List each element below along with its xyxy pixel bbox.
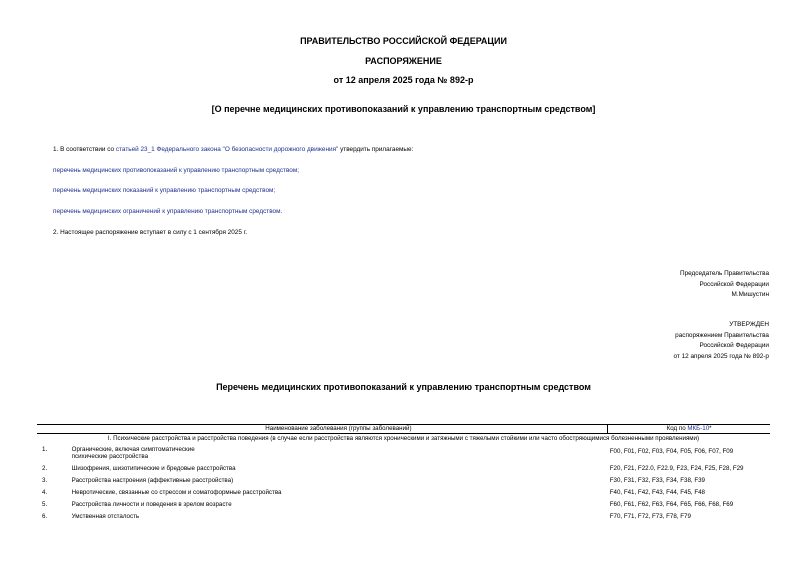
row-number: 4. <box>42 488 48 496</box>
column-header-name: Наименование заболевания (группы заболеваний) <box>70 425 608 434</box>
federal-law-link[interactable]: статьей 23_1 Федерального закона "О безопасности дорожного движения" <box>115 146 339 153</box>
row-number: 2. <box>42 464 48 472</box>
row-name: Расстройства настроения (аффективные расстройства) <box>71 476 234 484</box>
signature-country: Российской Федерации <box>699 280 769 288</box>
row-code: F00, F01, F02, F03, F04, F05, F06, F07, F09 <box>609 447 734 455</box>
section-row <box>37 434 770 446</box>
document-type: РАСПОРЯЖЕНИЕ <box>365 56 442 66</box>
contraindications-table <box>37 424 770 522</box>
row-code: F60, F61, F62, F63, F64, F65, F66, F68, F69 <box>609 500 734 508</box>
row-name: Шизофрения, шизотипические и бредовые расстройства <box>71 464 236 472</box>
signature-name: М.Мишустин <box>731 291 769 298</box>
table-header <box>37 425 770 434</box>
government-heading: ПРАВИТЕЛЬСТВО РОССИЙСКОЙ ФЕДЕРАЦИИ <box>300 36 507 46</box>
row-name: Невротические, связанные со стрессом и соматоформные расстройства <box>71 488 282 496</box>
row-code: F70, F71, F72, F73, F78, F79 <box>609 512 691 520</box>
table-row <box>37 486 770 498</box>
row-number: 1. <box>42 445 48 453</box>
paragraph-1 <box>53 146 413 153</box>
table-row <box>37 461 770 474</box>
row-number: 5. <box>42 500 48 508</box>
table-row <box>37 498 770 510</box>
approval-date: от 12 апреля 2025 года № 892-р <box>673 352 769 360</box>
row-code: F40, F41, F42, F43, F44, F45, F48 <box>609 488 705 496</box>
section-title: I. Психические расстройства и расстройства поведения (в случае если расстройства являются хроническими и затяжными с тяжелыми стойкими или часто обостряющимися болезненными проявлениями) <box>107 435 700 442</box>
signature-position: Председатель Правительства <box>680 270 769 277</box>
table-row <box>37 510 770 522</box>
paragraph-1-prefix: 1. В соответствии со <box>53 146 116 153</box>
paragraph-2: 2. Настоящее распоряжение вступает в силу с 1 сентября 2025 г. <box>53 229 247 236</box>
approval-word: УТВЕРЖДЕН <box>729 321 769 328</box>
row-code: F30, F31, F32, F33, F34, F38, F39 <box>609 476 705 484</box>
list-title: Перечень медицинских противопоказаний к управлению транспортным средством <box>216 382 591 392</box>
table-row <box>37 474 770 486</box>
column-header-code: Код по МКБ-10* <box>608 425 770 434</box>
row-name: Умственная отсталость <box>71 512 140 520</box>
row-number: 3. <box>42 476 48 484</box>
indications-list-link[interactable]: перечень медицинских показаний к управлению транспортным средством; <box>53 187 276 194</box>
row-name: Расстройства личности и поведения в зрелом возрасте <box>71 500 232 508</box>
approval-country: Российской Федерации <box>699 342 769 349</box>
paragraph-1-suffix: утвердить прилагаемые: <box>338 146 414 153</box>
approval-by: распоряжением Правительства <box>675 331 769 339</box>
row-number: 6. <box>42 512 48 520</box>
document-date-number: от 12 апреля 2025 года № 892-р <box>333 75 474 85</box>
contraindications-list-link[interactable]: перечень медицинских противопоказаний к управлению транспортным средством; <box>53 167 299 174</box>
document-title: [О перечне медицинских противопоказаний к управлению транспортным средством] <box>211 104 596 114</box>
signature-block <box>680 269 769 301</box>
restrictions-list-link[interactable]: перечень медицинских ограничений к управлению транспортным средством. <box>53 208 283 215</box>
table-row <box>37 446 770 461</box>
icd10-link[interactable]: МКБ-10 <box>687 425 710 432</box>
row-name: Органические, включая симптоматические психические расстройства <box>71 445 195 461</box>
approval-block <box>673 320 769 362</box>
row-code: F20, F21, F22.0, F22.9, F23, F24, F25, F28, F29 <box>609 464 744 472</box>
